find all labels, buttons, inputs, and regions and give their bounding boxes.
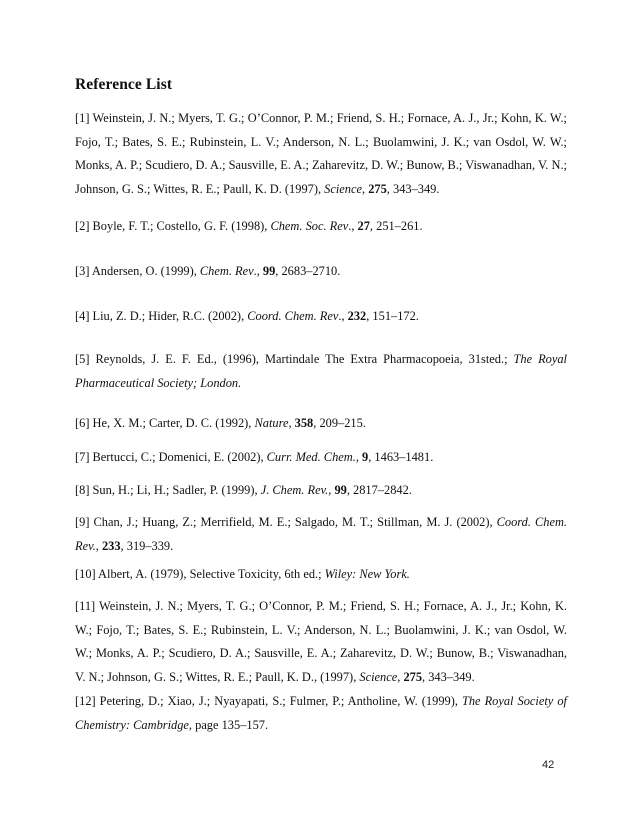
reference-2: [2] Boyle, F. T.; Costello, G. F. (1998), Chem. Soc. Rev., 27, 251–261. (75, 219, 423, 233)
reference-10: [10] Albert, A. (1979), Selective Toxicity, 6th ed.; Wiley: New York. (75, 567, 410, 581)
page-title: Reference List (75, 76, 173, 93)
reference-8: [8] Sun, H.; Li, H.; Sadler, P. (1999), J. Chem. Rev., 99, 2817–2842. (75, 483, 412, 497)
reference-5: [5] Reynolds, J. E. F. Ed., (1996), Martindale The Extra Pharmacopoeia, 31sted.; The Royal Pharmaceutical Society; London. (75, 352, 567, 390)
reference-4: [4] Liu, Z. D.; Hider, R.C. (2002), Coord. Chem. Rev., 232, 151–172. (75, 309, 419, 323)
reference-1: [1] Weinstein, J. N.; Myers, T. G.; O’Connor, P. M.; Friend, S. H.; Fornace, A. J., Jr.; Kohn, K. W.; Fojo, T.; Bates, S. E.; Rubinstein, L. V.; Anderson, N. L.; Buolamwini, J. K.; van Osdol, W. W.; Monks, A. P.; Scudiero, D. A.; Sausville, E. A.; Zaharevitz, D. W.; Bunow, B.; Viswanadhan, V. N.; Johnson, G. S.; Wittes, R. E.; Paull, K. D. (1997), Science, 275, 343–349. (75, 111, 567, 196)
reference-12: [12] Petering, D.; Xiao, J.; Nyayapati, S.; Fulmer, P.; Antholine, W. (1999), The Royal Society of Chemistry: Cambridge, page 135–157. (75, 694, 567, 732)
reference-7: [7] Bertucci, C.; Domenici, E. (2002), Curr. Med. Chem., 9, 1463–1481. (75, 450, 434, 464)
page-number: 42 (542, 759, 555, 771)
reference-9: [9] Chan, J.; Huang, Z.; Merrifield, M. E.; Salgado, M. T.; Stillman, M. J. (2002), Coord. Chem. Rev., 233, 319–339. (75, 515, 568, 553)
reference-3: [3] Andersen, O. (1999), Chem. Rev., 99, 2683–2710. (75, 264, 341, 278)
reference-11: [11] Weinstein, J. N.; Myers, T. G.; O’Connor, P. M.; Friend, S. H.; Fornace, A. J., Jr.; Kohn, K. W.; Fojo, T.; Bates, S. E.; Rubinstein, L. V.; Anderson, N. L.; Buolamwini, J. K.; van Osdol, W. W.; Monks, A. P.; Scudiero, D. A.; Sausville, E. A.; Zaharevitz, D. W.; Bunow, B.; Viswanadhan, V. N.; Johnson, G. S.; Wittes, R. E.; Paull, K. D., (1997), Science, 275, 343–349. (75, 599, 567, 684)
reference-6: [6] He, X. M.; Carter, D. C. (1992), Nature, 358, 209–215. (75, 416, 366, 430)
